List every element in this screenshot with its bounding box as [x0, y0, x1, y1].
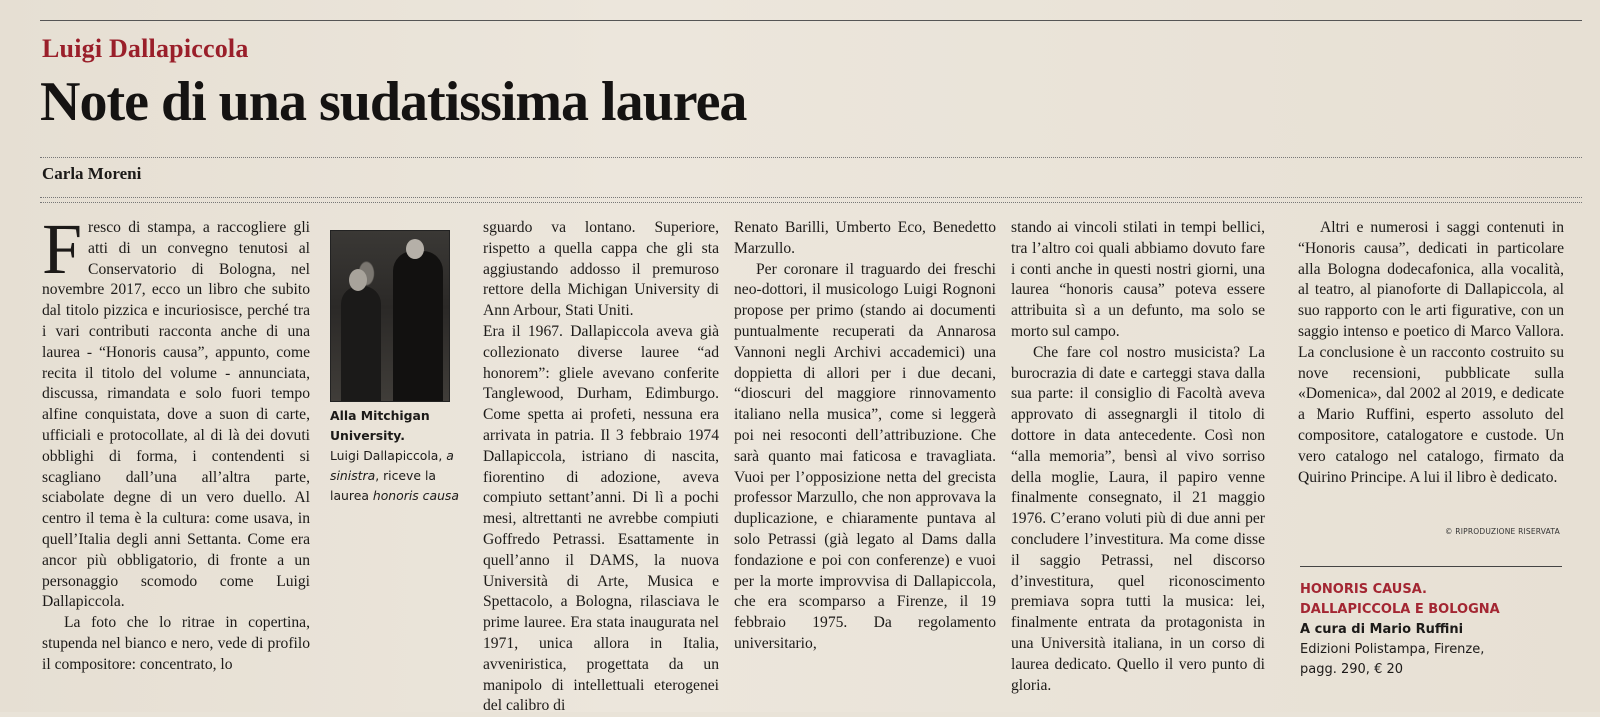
book-curator: A cura di Mario Ruffini	[1300, 622, 1464, 637]
cover-photo	[330, 230, 450, 402]
top-rule	[40, 20, 1582, 21]
paragraph-text: resco di stampa, a raccogliere gli atti di un convegno tenutosi al Conservatorio di Bologna, nel novembre 2017, ecco un libro che subito dal titolo pizzica e incuriosisce, perché tra i vari contributi racconta anche di una laurea - “Honoris causa”, appunto, come recita il titolo del volume - annunciata, discussa, rimandata e solo fuori tempo alfine conquistata, dove a suon di carte, ufficiali e protocollate, al di là dei dovuti obblighi di forma, i contendenti si scagliano dall’una all’altra parte, sciabolate degne di un vero duello. Al centro il tema è la cultura: come usava, in quell’Italia degli anni Settanta. Come era ancor più obbligatorio, di fronte a un personaggio scomodo come Luigi Dallapiccola.	[42, 219, 310, 611]
photo-figure-right	[393, 251, 443, 401]
paragraph: Per coronare il traguardo dei freschi neo-dottori, il musicologo Luigi Rognoni propose per primo (stando ai documenti puntualmente recuperati da Annarosa Vannoni negli Archivi accademici) una doppietta di allori per i due decani, “dioscuri del maggiore rinnovamento italiano nella musica”, come si leggerà poi nei resoconti dell’attribuzione. Che sarà quanto mai faticosa e travagliata. Vuoi per l’opposizione netta del grecista professor Marzullo, che non approvava la duplicazione, e chiaramente puntava al solo Petrassi (già legato al Dams dalla fondazione e poi con conferenze) e vuoi per la morte improvvisa di Dallapiccola, che era scomparso a Firenze, il 19 febbraio 1975. Da regolamento universitario,	[734, 260, 996, 652]
article-column-4	[734, 218, 996, 655]
caption-italic: a sinistra	[330, 448, 454, 483]
article-column-5	[1011, 218, 1265, 696]
paragraph: Altri e numerosi i saggi contenuti in “Honoris causa”, dedicati in particolare alla Bologna dodecafonica, alla vocalità, al teatro, al pianoforte di Dallapiccola, al suo rapporto con le arti figurative, con un saggio intenso e poetico di Marco Vallora. La conclusione è un racconto costruito su nove recensioni, pubblicate sulla «Domenica», dal 2002 al 2019, e dedicate a Mario Ruffini, esperto assoluto del compositore, catalogatore e custode. Un vero catalogo nel catalogo, firmato da Quirino Principe. A lui il libro è dedicato.	[1298, 219, 1564, 486]
paragraph: stando ai vincoli stilati in tempi bellici, tra l’altro coi quali abbiamo dovuto fare i conti anche in questi nostri giorni, una laurea “honoris causa” poteva essere attribuita sì a un defunto, ma solo se morto sul campo.	[1011, 219, 1265, 340]
paragraph: Era il 1967. Dallapiccola aveva già collezionato diverse lauree “ad honorem”: gliele avevano conferite Tanglewood, Durham, Edimburgo. Come spetta ai profeti, nessuna era arrivata in patria. Il 3 febbraio 1974 Dallapiccola, istriano di nascita, fiorentino di adozione, aveva compiuto settant’anni. Di lì a pochi mesi, altrettanti ne avrebbe compiuti Goffredo Petrassi. Esattamente in quell’anno il DAMS, la nuova Università di Arte, Musica e Spettacolo, a Bologna, rilasciava le prime lauree. Era stata inaugurata nel 1971, unica allora in Italia, avveniristica, progettata da un manipolo di intellettuali eterogenei del calibro di	[483, 322, 719, 715]
book-info-box	[1300, 580, 1570, 680]
photo-head-right	[406, 239, 424, 259]
photo-head-left	[349, 269, 367, 291]
paragraph: Che fare col nostro musicista? La burocrazia di date e carteggi stava dalla sua parte: il consiglio di Facoltà aveva approvato di assegnargli il titolo di dottore in data antecedente. Così non “alla memoria”, bensì al vivo sorriso della moglie, Laura, il papiro venne finalmente consegnato, il 21 maggio 1976. C’erano voluti più di due anni per concludere l’investitura. Ma come disse il saggio Petrassi, nel discorso d’investitura, quel riconoscimento premiava sopra tutti la musica: lei, finalmente entrata da protagonista in una Università italiana, in un corso di laurea dedicato. Quello il vero punto di gloria.	[1011, 343, 1265, 694]
paragraph: La foto che lo ritrae in copertina, stupenda nel bianco e nero, vede di profilo il compositore: concentrato, lo	[42, 614, 310, 673]
byline-rule-bottom	[40, 197, 1582, 198]
book-title-line-2: DALLAPICCOLA E BOLOGNA	[1300, 602, 1500, 617]
paragraph	[42, 209, 310, 613]
caption-italic: honoris causa	[372, 488, 459, 503]
photo-caption	[330, 406, 470, 506]
kicker: Luigi Dallapiccola	[42, 34, 249, 63]
copyright-notice: © RIPRODUZIONE RISERVATA	[1445, 527, 1560, 536]
article-column-1	[42, 209, 310, 676]
article-column-3	[483, 218, 719, 717]
book-publisher: Edizioni Polistampa, Firenze,	[1300, 642, 1485, 657]
headline: Note di una sudatissima laurea	[40, 71, 747, 133]
article-column-6	[1298, 218, 1564, 488]
caption-text: , riceve la laurea	[330, 468, 436, 503]
paragraph: sguardo va lontano. Superiore, rispetto a quella cappa che gli sta aggiustando addosso il premuroso rettore della Michigan University di Ann Arbour, Stati Uniti.	[483, 219, 719, 320]
byline: Carla Moreni	[42, 164, 142, 183]
photo-figure-left	[341, 286, 381, 401]
caption-text: Luigi Dallapiccola,	[330, 448, 447, 463]
book-box-rule	[1300, 566, 1562, 567]
drop-cap: F	[42, 209, 83, 289]
book-details: pagg. 290, € 20	[1300, 662, 1404, 677]
caption-title: Alla Mitchigan University.	[330, 408, 430, 443]
byline-rule-bottom-2	[40, 202, 1582, 203]
byline-rule-top	[40, 157, 1582, 158]
book-title-line-1: HONORIS CAUSA.	[1300, 582, 1427, 597]
paragraph: Renato Barilli, Umberto Eco, Benedetto Marzullo.	[734, 219, 996, 257]
